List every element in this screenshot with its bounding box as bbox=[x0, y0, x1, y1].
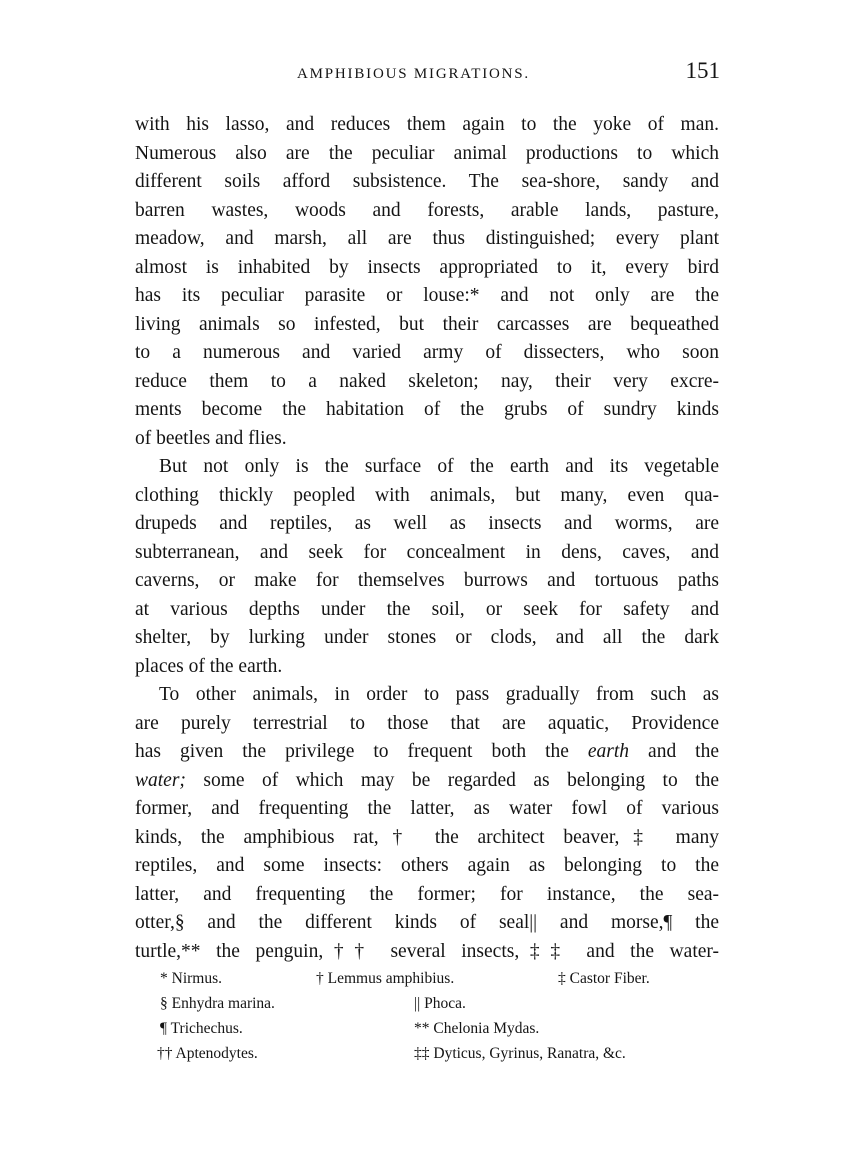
text-span: some of which may be regarded as belonging to the bbox=[203, 769, 720, 791]
text-line: latter, and frequenting the former; for instance, the sea- bbox=[135, 883, 719, 905]
emphasis-water: water; bbox=[135, 769, 186, 791]
footnote-chelonia: ** Chelonia Mydas. bbox=[414, 1020, 540, 1037]
page-header bbox=[135, 60, 720, 90]
text-line: shelter, by lurking under stones or clods, and all the dark bbox=[135, 627, 719, 648]
text-line: living animals so infested, but their carcasses are bequeathed bbox=[135, 313, 719, 335]
text-line: different soils afford subsistence. The sea-shore, sandy and bbox=[135, 171, 719, 192]
text-line: drupeds and reptiles, as well as insects and worms, are bbox=[135, 513, 719, 534]
text-line: has its peculiar parasite or louse:* and not only are the bbox=[135, 285, 719, 306]
text-line: reduce them to a naked skeleton; nay, their very excre- bbox=[135, 370, 719, 392]
body-text bbox=[135, 111, 719, 966]
text-line: subterranean, and seek for concealment in dens, caves, and bbox=[135, 541, 719, 563]
text-line: meadow, and marsh, all are thus distinguished; every plant bbox=[135, 228, 719, 249]
text-line: Numerous also are the peculiar animal productions to which bbox=[135, 142, 719, 164]
paragraph-2 bbox=[135, 453, 719, 681]
text-line: places of the earth. bbox=[135, 655, 283, 677]
text-line: are purely terrestrial to those that are aquatic, Providence bbox=[135, 712, 719, 734]
text-line: reptiles, and some insects: others again as belonging to the bbox=[135, 855, 719, 876]
paragraph-3 bbox=[135, 681, 719, 966]
footnote-enhydra: § Enhydra marina. bbox=[160, 995, 275, 1012]
text-line: of beetles and flies. bbox=[135, 427, 287, 449]
footnote-nirmus: * Nirmus. bbox=[160, 970, 222, 987]
text-span: and the bbox=[648, 741, 720, 762]
text-line: caverns, or make for themselves burrows and tortuous paths bbox=[135, 570, 719, 591]
text-span: has given the privilege to frequent both the bbox=[135, 741, 569, 762]
footnote-lemmus: † Lemmus amphibius. bbox=[316, 970, 455, 987]
footnote-castor: ‡ Castor Fiber. bbox=[558, 970, 650, 987]
running-title: AMPHIBIOUS MIGRATIONS. bbox=[297, 66, 530, 82]
text-line: with his lasso, and reduces them again to the yoke of man. bbox=[135, 114, 719, 135]
text-line: kinds, the amphibious rat,† the architect beaver,‡ many bbox=[135, 826, 719, 848]
footnote-trichechus: ¶ Trichechus. bbox=[160, 1020, 243, 1037]
text-line bbox=[135, 738, 719, 767]
footnote-row bbox=[160, 966, 700, 991]
page-number: 151 bbox=[685, 58, 720, 83]
text-line: to a numerous and varied army of dissecters, who soon bbox=[135, 342, 719, 363]
text-line: barren wastes, woods and forests, arable lands, pasture, bbox=[135, 199, 719, 221]
text-line: turtle,** the penguin,†† several insects,‡‡ and the water- bbox=[135, 940, 719, 962]
footnotes bbox=[157, 966, 700, 1066]
paragraph-1 bbox=[135, 111, 719, 453]
footnote-row bbox=[160, 991, 700, 1016]
text-line: at various depths under the soil, or seek for safety and bbox=[135, 598, 719, 620]
text-line: former, and frequenting the latter, as water fowl of various bbox=[135, 798, 719, 819]
text-line: To other animals, in order to pass gradually from such as bbox=[159, 684, 719, 705]
text-line: But not only is the surface of the earth and its vegetable bbox=[159, 456, 719, 477]
footnote-dyticus: ‡‡ Dyticus, Gyrinus, Ranatra, &c. bbox=[414, 1045, 626, 1062]
footnote-phoca: || Phoca. bbox=[414, 995, 466, 1012]
text-line: otter,§ and the different kinds of seal|| and morse,¶ the bbox=[135, 912, 719, 933]
text-line: ments become the habitation of the grubs of sundry kinds bbox=[135, 399, 719, 420]
text-line bbox=[135, 767, 719, 796]
emphasis-earth: earth bbox=[587, 741, 630, 762]
footnote-aptenodytes: †† Aptenodytes. bbox=[157, 1045, 258, 1062]
text-line: clothing thickly peopled with animals, but many, even qua- bbox=[135, 484, 719, 506]
footnote-row bbox=[157, 1041, 700, 1066]
footnote-row bbox=[160, 1016, 700, 1041]
text-line: almost is inhabited by insects appropriated to it, every bird bbox=[135, 256, 719, 278]
